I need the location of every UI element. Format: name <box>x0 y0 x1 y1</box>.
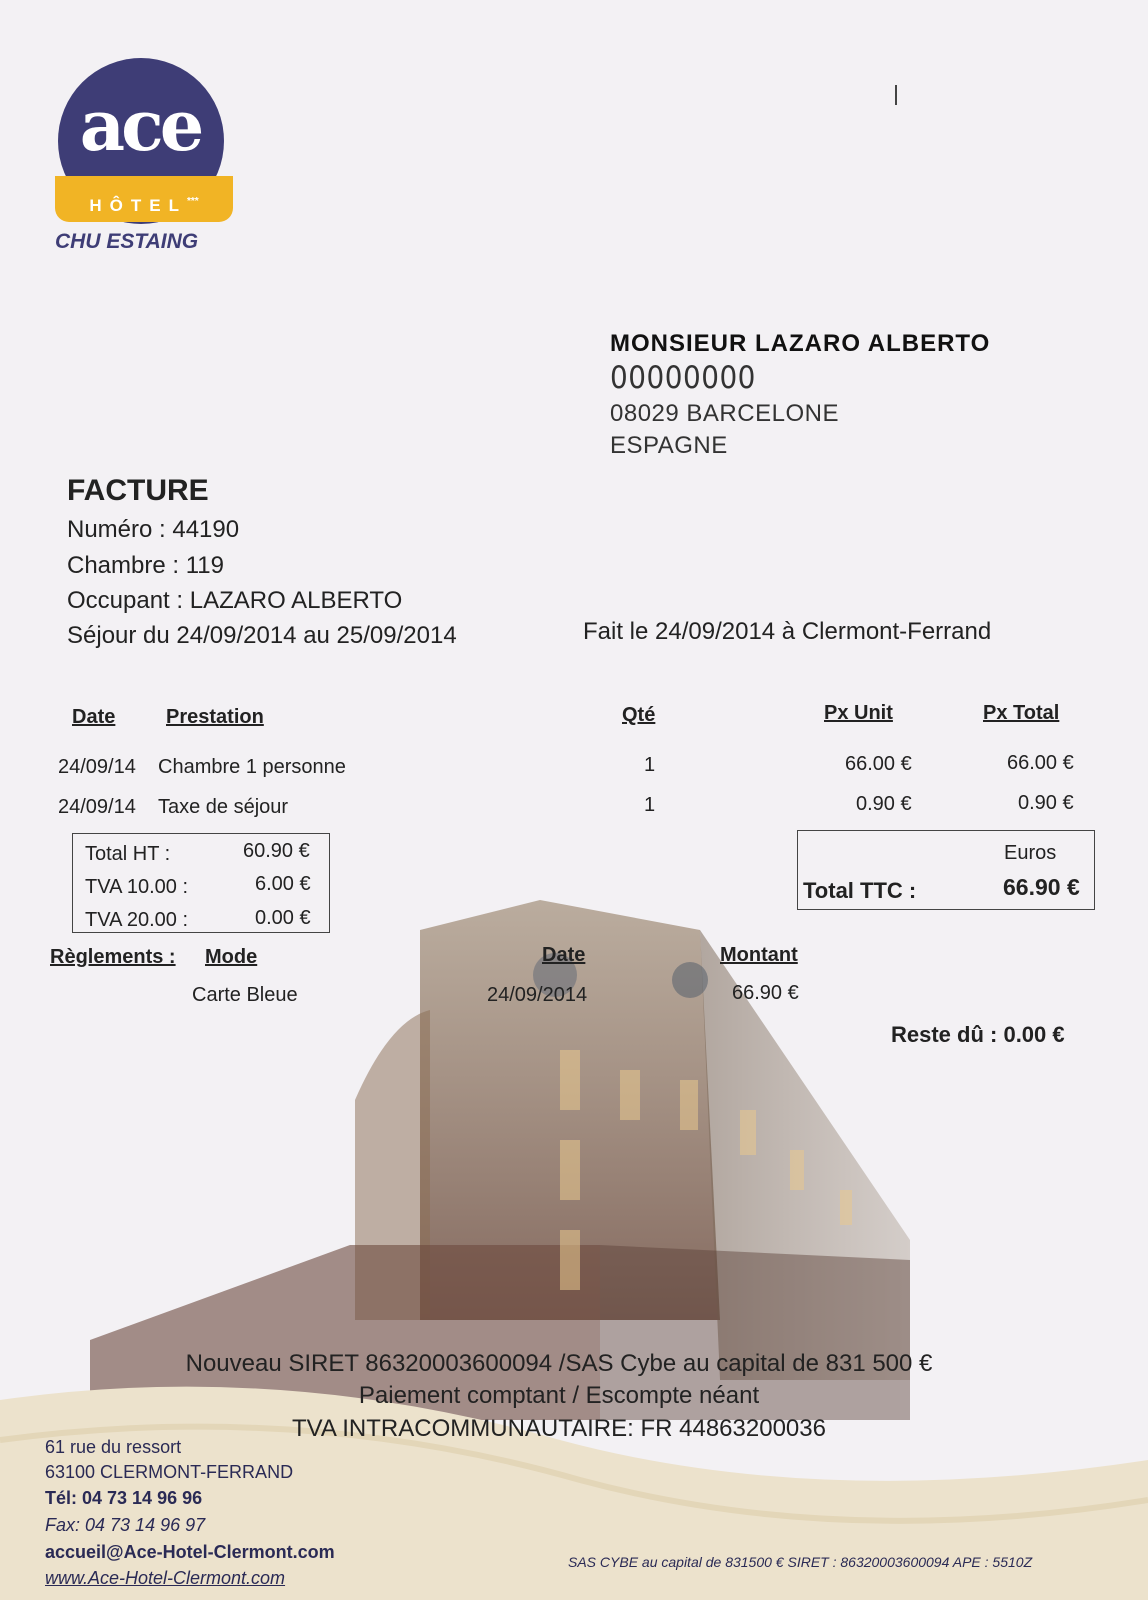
tva10-value: 6.00 € <box>255 873 311 895</box>
logo-wordmark: ace <box>79 84 201 167</box>
invoice-stay: Séjour du 24/09/2014 au 25/09/2014 <box>67 622 457 649</box>
logo-hotel-text: HÔTEL <box>89 196 187 215</box>
row2-total: 0.90 € <box>1018 792 1074 814</box>
contact-email[interactable]: accueil@Ace-Hotel-Clermont.com <box>45 1542 335 1562</box>
col-total-header: Px Total <box>983 702 1060 724</box>
col-qty-header: Qté <box>622 704 656 726</box>
recipient-code: 00000000 <box>610 360 756 396</box>
contact-fax: Fax: 04 73 14 96 97 <box>45 1515 206 1535</box>
payment-amount: 66.90 € <box>732 982 799 1004</box>
contact-website[interactable]: www.Ace-Hotel-Clermont.com <box>45 1568 286 1588</box>
payments-label: Règlements : <box>50 946 176 968</box>
payments-amount-header: Montant <box>720 944 798 966</box>
invoice-room: Chambre : 119 <box>67 552 224 579</box>
logo-subtitle: CHU ESTAING <box>55 230 199 253</box>
row1-date: 24/09/14 <box>58 756 136 778</box>
row2-qty: 1 <box>644 794 656 816</box>
payment-date: 24/09/2014 <box>487 984 588 1006</box>
recipient-city: 08029 BARCELONE <box>610 400 839 427</box>
invoice-occupant: Occupant : LAZARO ALBERTO <box>67 587 403 614</box>
company-info: SAS CYBE au capital de 831500 € SIRET : 86320003600094 APE : 5510Z <box>568 1554 1033 1570</box>
contact-street: 61 rue du ressort <box>45 1437 182 1457</box>
invoice-made: Fait le 24/09/2014 à Clermont-Ferrand <box>583 618 992 645</box>
col-service-header: Prestation <box>166 706 264 728</box>
legal-siret: Nouveau SIRET 86320003600094 /SAS Cybe au capital de 831 500 € <box>185 1350 933 1377</box>
recipient-name: MONSIEUR LAZARO ALBERTO <box>610 330 991 357</box>
invoice-number: Numéro : 44190 <box>67 516 240 543</box>
invoice-title: FACTURE <box>67 474 209 507</box>
hotel-logo <box>55 58 235 258</box>
ttc-label: Total TTC : <box>803 878 917 903</box>
payments-date-header: Date <box>542 944 586 966</box>
total-ht-value: 60.90 € <box>243 840 310 862</box>
legal-payment: Paiement comptant / Escompte néant <box>358 1382 760 1409</box>
row1-qty: 1 <box>644 754 656 776</box>
row1-unit: 66.00 € <box>845 753 912 775</box>
tva20-value: 0.00 € <box>255 907 311 929</box>
logo-stars: *** <box>186 196 199 207</box>
row2-unit: 0.90 € <box>856 793 912 815</box>
tva20-label: TVA 20.00 : <box>85 909 189 931</box>
legal-tva: TVA INTRACOMMUNAUTAIRE: FR 44863200036 <box>292 1415 826 1442</box>
contact-tel: Tél: 04 73 14 96 96 <box>45 1488 203 1508</box>
contact-city: 63100 CLERMONT-FERRAND <box>45 1462 294 1482</box>
row1-total: 66.00 € <box>1007 752 1074 774</box>
paper-mark <box>895 85 897 105</box>
ttc-value: 66.90 € <box>1003 874 1080 900</box>
payments-mode-header: Mode <box>205 946 258 968</box>
row1-service: Chambre 1 personne <box>158 756 346 778</box>
col-date-header: Date <box>72 706 116 728</box>
remaining-due: Reste dû : 0.00 € <box>891 1022 1065 1047</box>
tva10-label: TVA 10.00 : <box>85 876 189 898</box>
row2-service: Taxe de séjour <box>158 796 289 818</box>
currency-label: Euros <box>1004 842 1057 864</box>
total-ht-label: Total HT : <box>85 843 171 865</box>
row2-date: 24/09/14 <box>58 796 136 818</box>
col-unit-header: Px Unit <box>824 702 893 724</box>
recipient-country: ESPAGNE <box>610 432 728 459</box>
payment-mode: Carte Bleue <box>192 984 298 1006</box>
logo-hotel-label <box>55 196 233 216</box>
